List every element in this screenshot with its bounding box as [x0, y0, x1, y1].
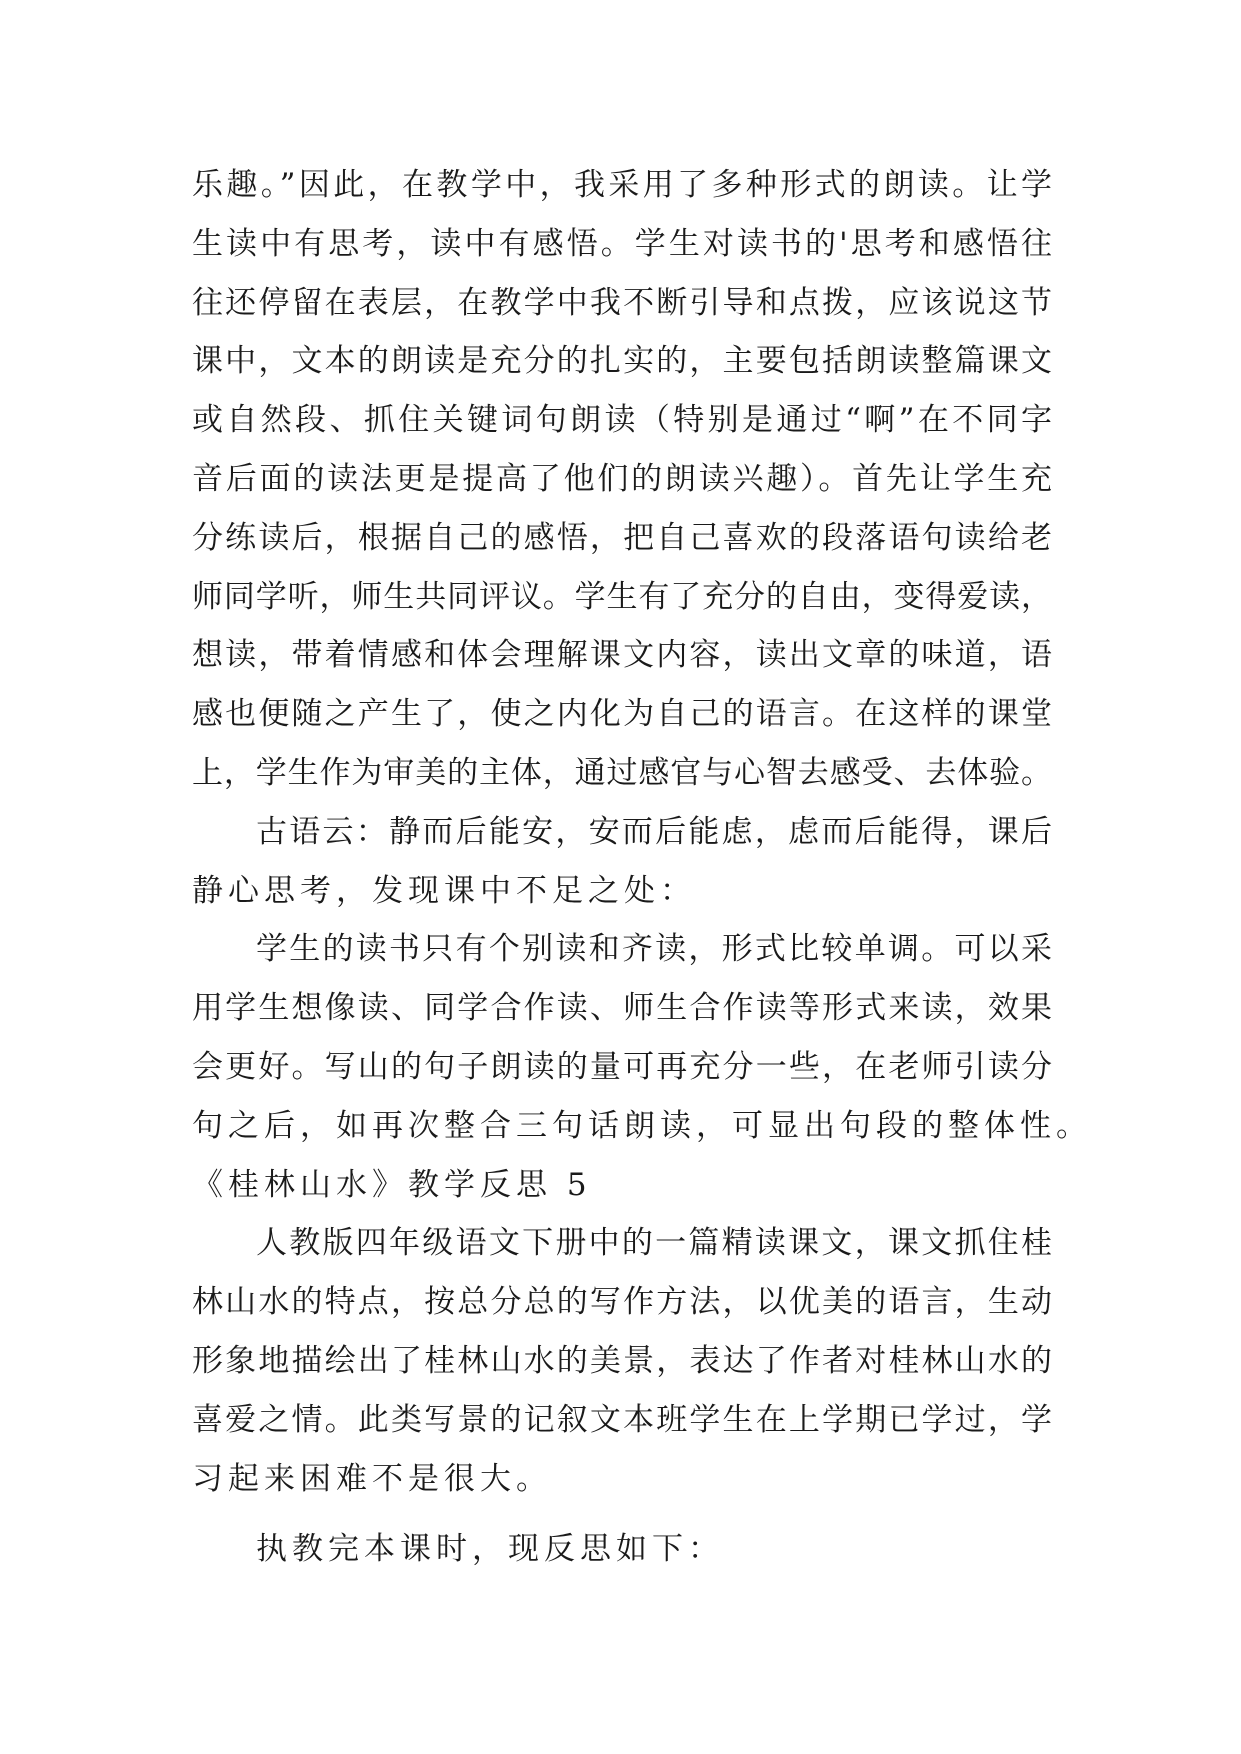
text-line: 林山水的特点，按总分总的写作方法，以优美的语言，生动 [192, 1284, 1052, 1321]
text-line: 分练读后，根据自己的感悟，把自己喜欢的段落语句读给老 [192, 519, 1052, 556]
text-line: 或自然段、抓住关键词句朗读（特别是通过“啊”在不同字 [192, 402, 1052, 439]
text-line: 师同学听，师生共同评议。学生有了充分的自由，变得爱读， [192, 578, 1052, 615]
document-body [192, 156, 1092, 1579]
text-line: 句之后，如再次整合三句话朗读，可显出句段的整体性。 [192, 1107, 1092, 1144]
text-line: 喜爱之情。此类写景的记叙文本班学生在上学期已学过，学 [192, 1401, 1052, 1438]
text-line: 感也便随之产生了，使之内化为自己的语言。在这样的课堂 [192, 696, 1052, 733]
text-line: 课中，文本的朗读是充分的扎实的，主要包括朗读整篇课文 [192, 343, 1052, 380]
text-line: 乐趣。”因此，在教学中，我采用了多种形式的朗读。让学 [192, 167, 1052, 203]
text-line: 往还停留在表层，在教学中我不断引导和点拨，应该说这节 [192, 284, 1052, 321]
text-line: 人教版四年级语文下册中的一篇精读课文，课文抓住桂 [256, 1225, 1052, 1262]
text-line: 习起来困难不是很大。 [192, 1460, 552, 1497]
text-line: 静心思考，发现课中不足之处： [192, 872, 696, 909]
text-line: 想读，带着情感和体会理解课文内容，读出文章的味道，语 [192, 637, 1052, 674]
text-line: 形象地描绘出了桂林山水的美景，表达了作者对桂林山水的 [192, 1342, 1052, 1379]
section-heading: 《桂林山水》教学反思 5 [192, 1166, 592, 1203]
text-line: 音后面的读法更是提高了他们的朗读兴趣）。首先让学生充 [192, 460, 1052, 497]
text-line: 学生的读书只有个别读和齐读，形式比较单调。可以采 [256, 931, 1052, 968]
text-line: 生读中有思考，读中有感悟。学生对读书的'思考和感悟往 [192, 225, 1052, 262]
text-line: 执教完本课时，现反思如下： [256, 1531, 724, 1568]
text-line: 会更好。写山的句子朗读的量可再充分一些，在老师引读分 [192, 1048, 1052, 1085]
text-line: 用学生想像读、同学合作读、师生合作读等形式来读，效果 [192, 990, 1052, 1027]
text-line: 上，学生作为审美的主体，通过感官与心智去感受、去体验。 [192, 754, 1052, 791]
text-line: 古语云：静而后能安，安而后能虑，虑而后能得，课后 [256, 813, 1052, 850]
